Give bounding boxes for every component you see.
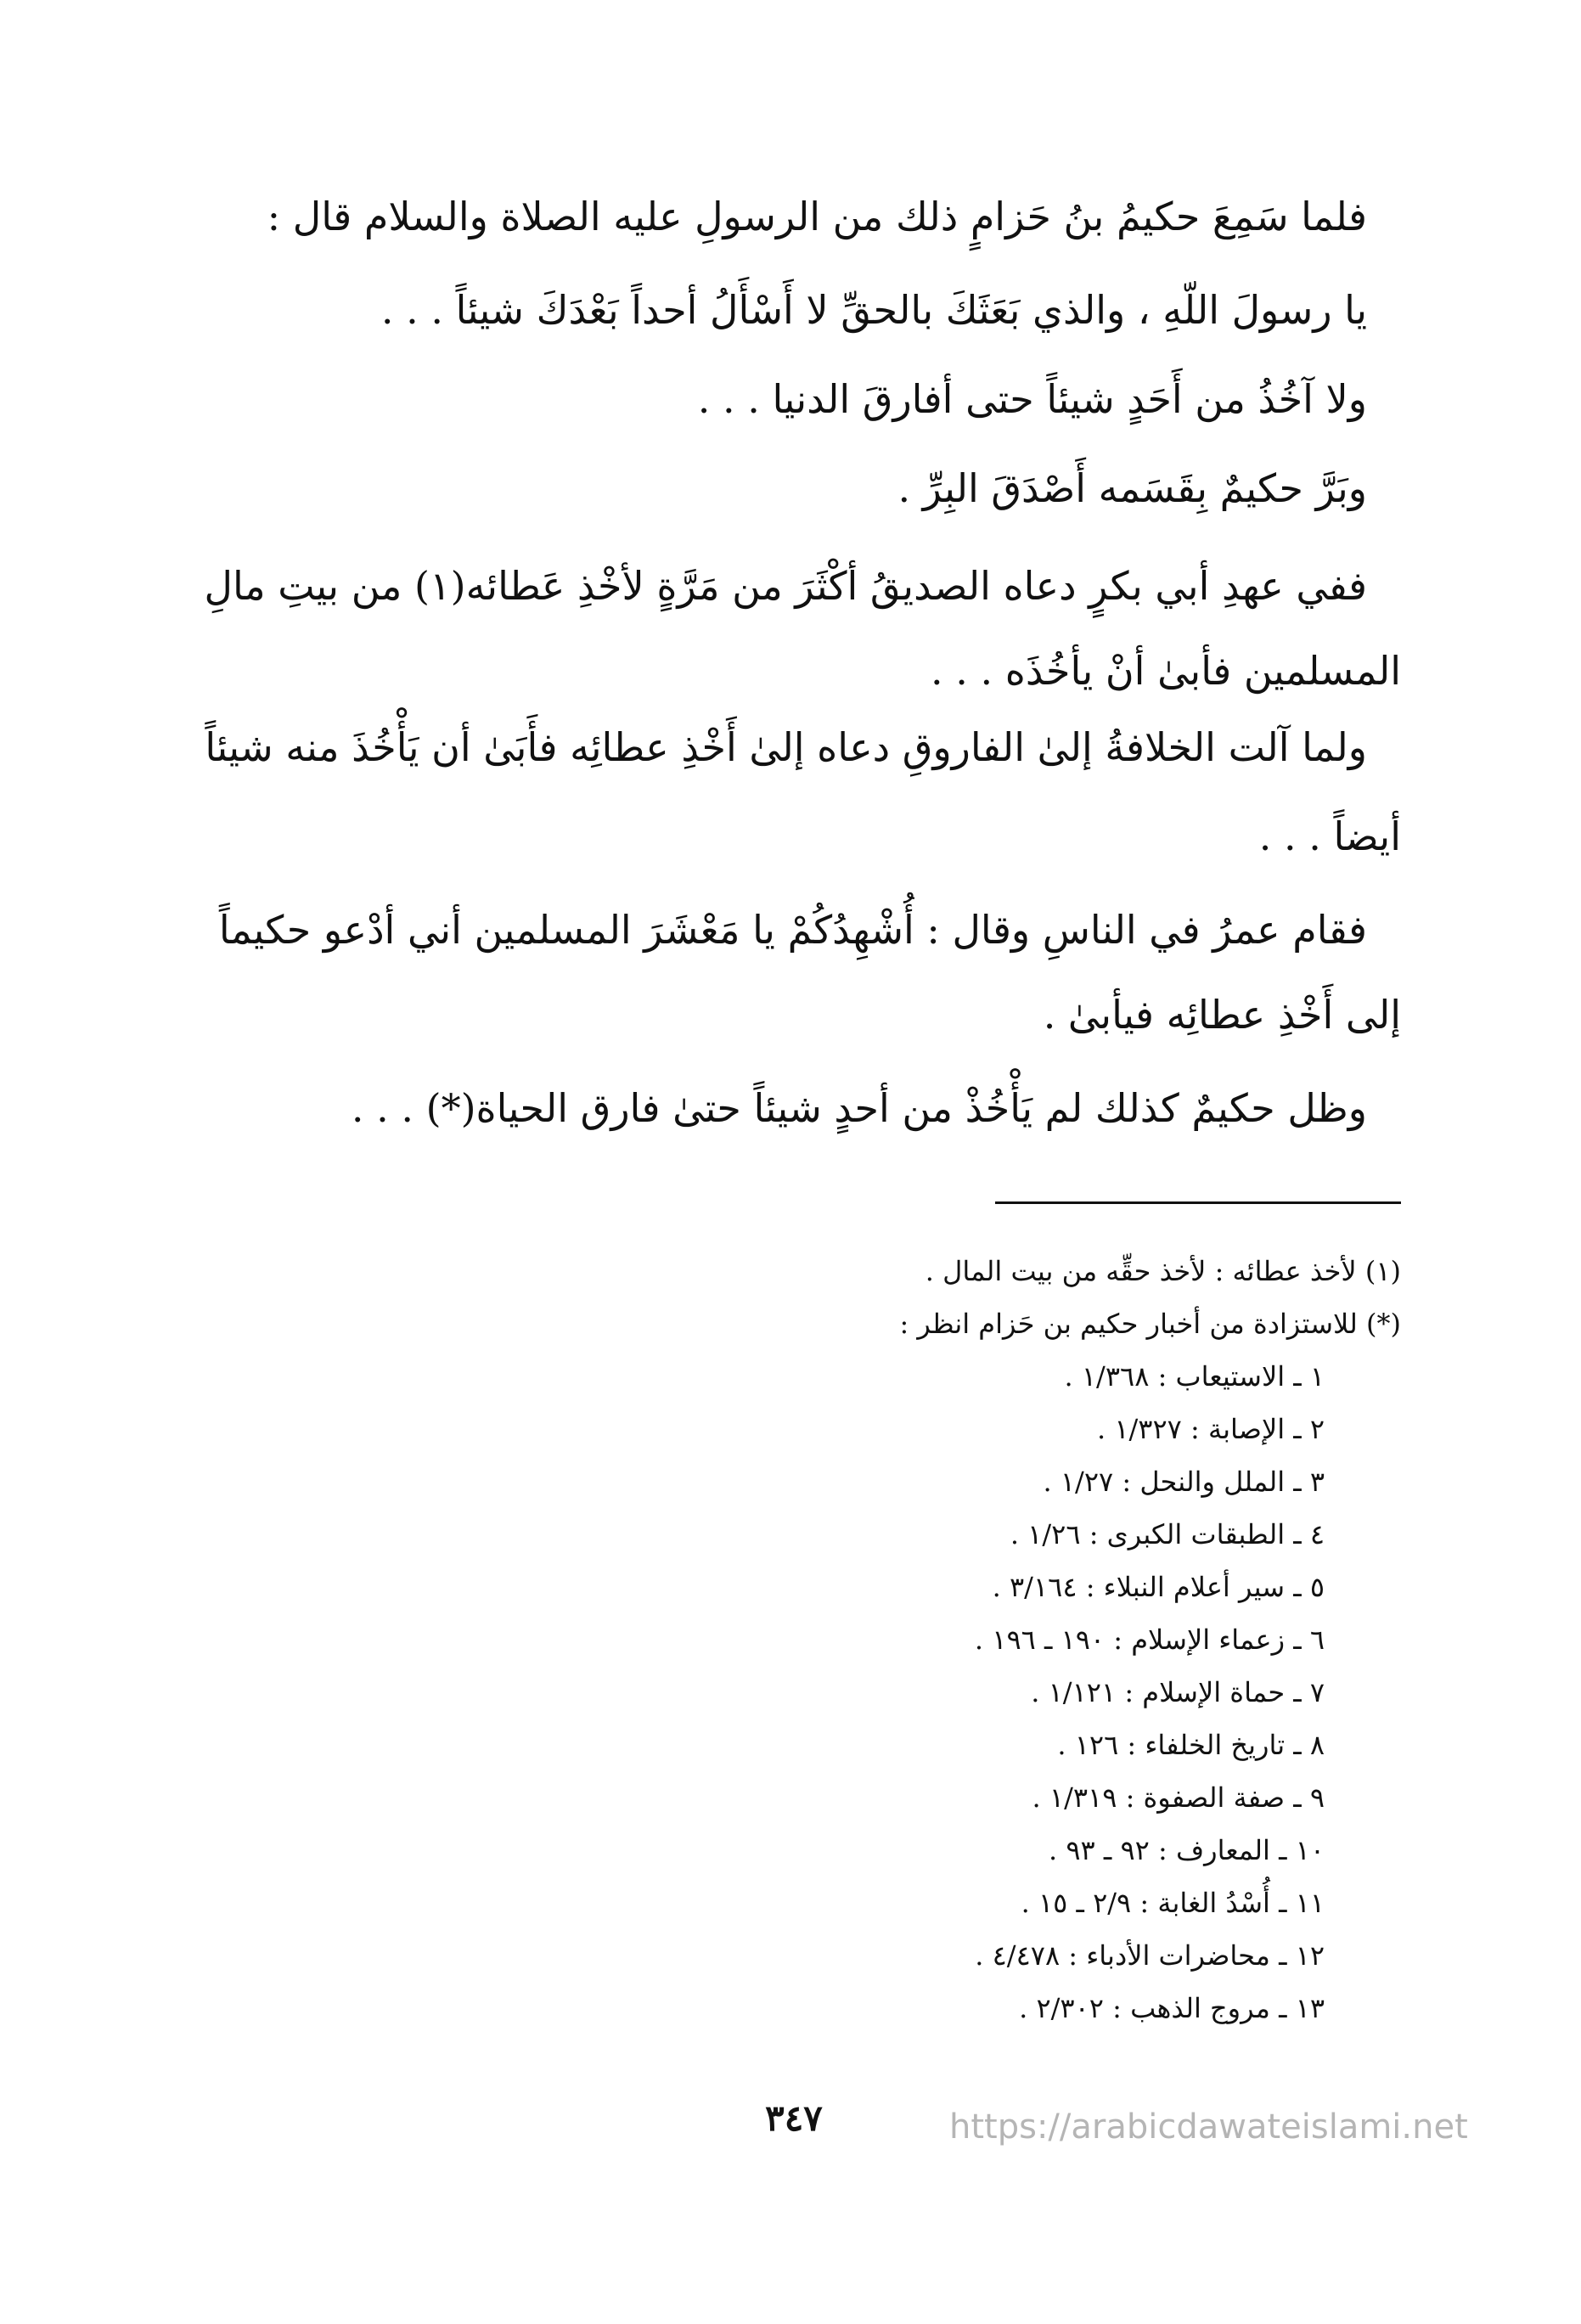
paragraph-line: المسلمين فأبىٰ أنْ يأخُذَه . . .: [931, 648, 1401, 694]
paragraph-line: فلما سَمِعَ حكيمُ بنُ حَزامٍ ذلك من الرسولِ عليه الصلاة والسلام قال :: [267, 194, 1367, 239]
paragraph-line: ولا آخُذُ من أَحَدٍ شيئاً حتى أفارقَ الدنيا . . .: [697, 376, 1367, 422]
paragraph-line: ولما آلت الخلافةُ إلىٰ الفاروقِ دعاه إلىٰ أَخْذِ عطائِه فأَبَىٰ أن يَأْخُذَ منه شيئاً: [205, 724, 1367, 770]
paragraph-line: وظل حكيمٌ كذلك لم يَأْخُذْ من أحدٍ شيئاً حتىٰ فارق الحياة(*) . . .: [351, 1085, 1367, 1131]
footnote-item: (١) لأخذ عطائه : لأخذ حقِّه من بيت المال .: [925, 1255, 1401, 1287]
paragraph-line: إلى أَخْذِ عطائِه فيأبىٰ .: [1043, 992, 1401, 1038]
paragraph-line: ففي عهدِ أبي بكرٍ دعاه الصديقُ أكْثَرَ من مَرَّةٍ لأخْذِ عَطائه(١) من بيتِ مالِ: [204, 563, 1367, 609]
paragraph-line: أيضاً . . .: [1258, 813, 1401, 859]
paragraph-line: يا رسولَ اللّهِ ، والذي بَعَثَكَ بالحقِّ لا أَسْأَلُ أحداً بَعْدَكَ شيئاً . . .: [380, 287, 1367, 333]
reference-item: ٨ ـ تاريخ الخلفاء : ١٢٦ .: [1057, 1729, 1325, 1761]
reference-item: ١ ـ الاستيعاب : ١/٣٦٨ .: [1064, 1360, 1325, 1393]
reference-item: ٣ ـ الملل والنحل : ١/٢٧ .: [1043, 1466, 1325, 1498]
paragraph-line: وبَرَّ حكيمٌ بِقَسَمه أَصْدَقَ البِرِّ .: [897, 465, 1367, 511]
reference-item: ٤ ـ الطبقات الكبرى : ١/٢٦ .: [1010, 1518, 1325, 1550]
reference-item: ١١ ـ أُسْدُ الغابة : ٢/٩ ـ ١٥ .: [1021, 1887, 1325, 1919]
paragraph-line: فقام عمرُ في الناسِ وقال : أُشْهِدُكُمْ يا مَعْشَرَ المسلمين أني أدْعو حكيماً: [218, 907, 1367, 953]
reference-item: ١٠ ـ المعارف : ٩٢ ـ ٩٣ .: [1049, 1834, 1325, 1866]
page-number: ٣٤٧: [765, 2097, 823, 2139]
reference-item: ٦ ـ زعماء الإسلام : ١٩٠ ـ ١٩٦ .: [974, 1623, 1325, 1656]
watermark-url: https://arabicdawateislami.net: [949, 2107, 1468, 2147]
footnote-separator: [995, 1201, 1401, 1204]
reference-item: ٧ ـ حماة الإسلام : ١/١٢١ .: [1031, 1676, 1325, 1708]
reference-item: ٩ ـ صفة الصفوة : ١/٣١٩ .: [1032, 1781, 1325, 1814]
reference-item: ١٣ ـ مروج الذهب : ٢/٣٠٢ .: [1019, 1992, 1325, 2024]
reference-item: ١٢ ـ محاضرات الأدباء : ٤/٤٧٨ .: [975, 1939, 1325, 1972]
reference-item: ٥ ـ سير أعلام النبلاء : ٣/١٦٤ .: [992, 1571, 1325, 1603]
reference-item: ٢ ـ الإصابة : ١/٣٢٧ .: [1096, 1413, 1325, 1445]
footnote-item: (*) للاستزادة من أخبار حكيم بن حَزام انظر :: [899, 1308, 1401, 1340]
